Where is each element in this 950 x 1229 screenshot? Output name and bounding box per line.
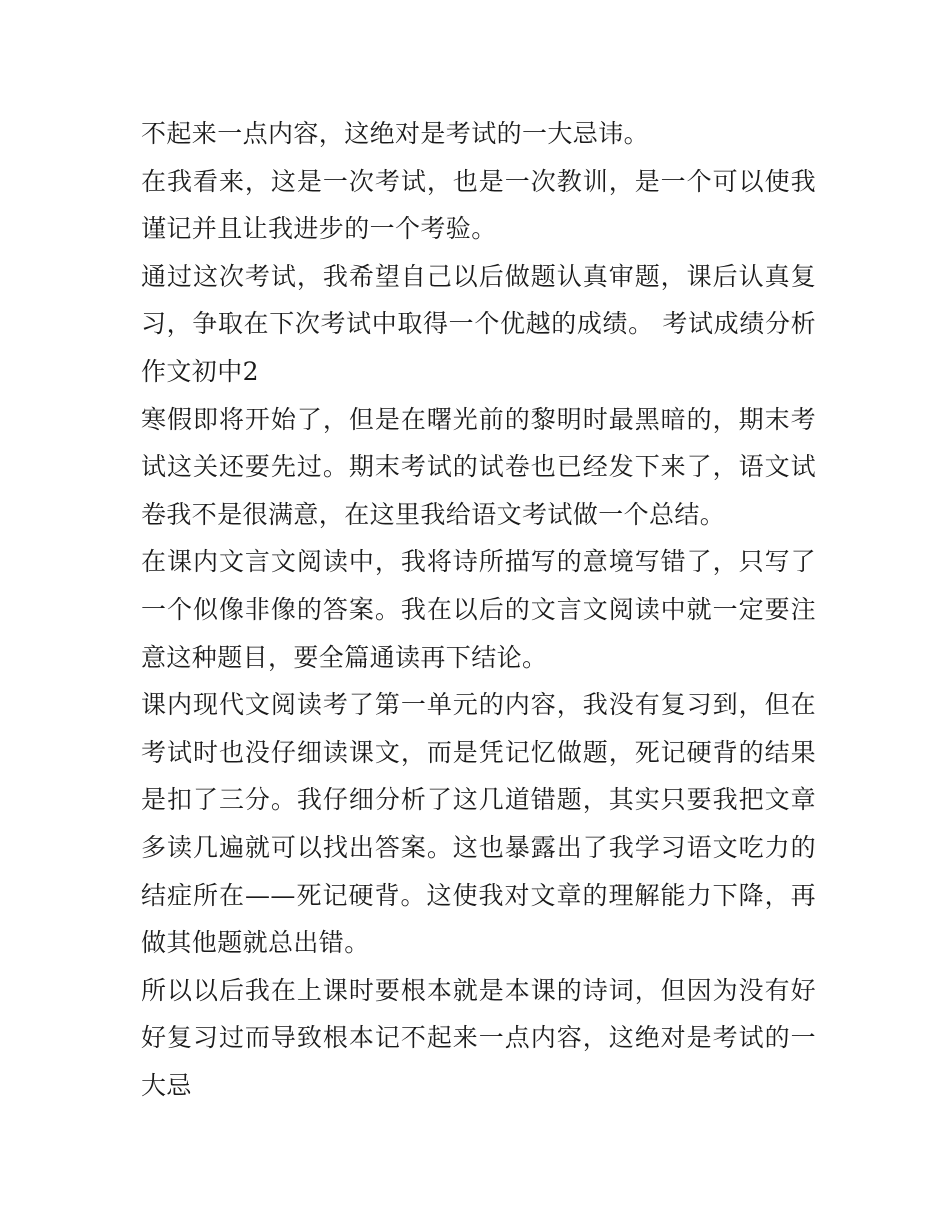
paragraph-1: 不起来一点内容，这绝对是考试的一大忌讳。 xyxy=(141,119,650,148)
paragraph-5: 在课内文言文阅读中，我将诗所描写的意境写错了，只写了一个似像非像的答案。我在以后的文言文阅读中就一定要注意这种题目，要全篇通读再下结论。 xyxy=(141,547,816,672)
paragraph-2: 在我看来，这是一次考试，也是一次教训，是一个可以使我谨记并且让我进步的一个考验。 xyxy=(141,166,816,244)
paragraph-7: 所以以后我在上课时要根本就是本课的诗词，但因为没有好好复习过而导致根本记不起来一点内容，这绝对是考试的一大忌 xyxy=(141,975,816,1100)
document-body xyxy=(141,110,816,1109)
paragraph-3: 通过这次考试，我希望自己以后做题认真审题，课后认真复习，争取在下次考试中取得一个优越的成绩。 考试成绩分析作文初中2 xyxy=(141,261,816,386)
paragraph-4: 寒假即将开始了，但是在曙光前的黎明时最黑暗的，期末考试这关还要先过。期末考试的试卷也已经发下来了，语文试卷我不是很满意，在这里我给语文考试做一个总结。 xyxy=(141,404,816,529)
paragraph-6: 课内现代文阅读考了第一单元的内容，我没有复习到，但在考试时也没仔细读课文，而是凭记忆做题，死记硬背的结果是扣了三分。我仔细分析了这几道错题，其实只要我把文章多读几遍就可以找出答案。这也暴露出了我学习语文吃力的结症所在——死记硬背。这使我对文章的理解能力下降，再做其他题就总出错。 xyxy=(141,690,816,958)
